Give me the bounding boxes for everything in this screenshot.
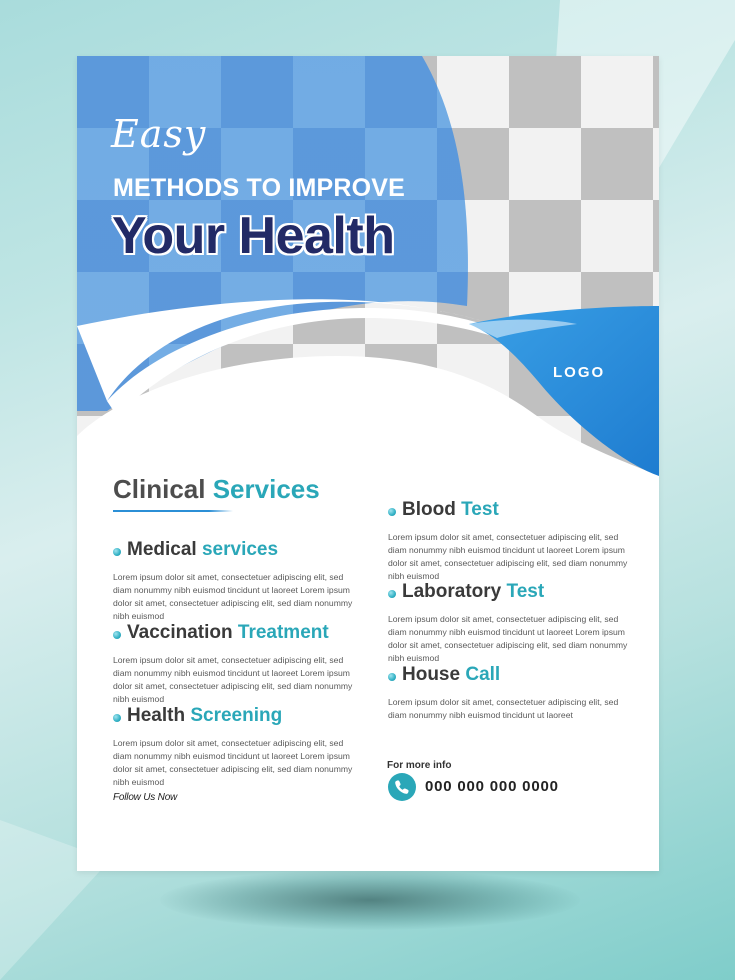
service-name	[127, 622, 329, 644]
flyer	[77, 56, 659, 871]
service-name-part1: Health	[127, 705, 186, 726]
title-underline	[113, 510, 233, 512]
service-heading	[113, 622, 363, 648]
service-name	[402, 581, 544, 603]
service-description: Lorem ipsum dolor sit amet, consectetuer adipiscing elit, sed diam nonummy nibh euismod tincidunt ut laoreet Lorem ipsum dolor sit amet, consectetuer adipiscing elit, sed diam nonummy nibh euismod	[388, 532, 628, 581]
more-info-label: For more info	[387, 760, 452, 771]
service-name	[402, 499, 499, 521]
bullet-dot-icon	[113, 548, 121, 556]
section-title	[113, 474, 320, 505]
service-heading	[388, 581, 638, 607]
hero-headline-line1: METHODS TO IMPROVE	[113, 174, 406, 202]
service-heading	[113, 705, 363, 731]
section-title-part2: Services	[212, 474, 320, 504]
service-name-part1: Vaccination	[127, 622, 233, 643]
bullet-dot-icon	[113, 714, 121, 722]
service-name-part2: Screening	[190, 705, 283, 726]
service-description: Lorem ipsum dolor sit amet, consectetuer adipiscing elit, sed diam nonummy nibh euismod tincidunt ut laoreet Lorem ipsum dolor sit amet, consectetuer adipiscing elit, sed diam nonummy nibh euismod	[113, 655, 353, 704]
service-name-part2: Call	[465, 664, 501, 685]
service-laboratory-test	[388, 581, 638, 665]
service-name	[127, 539, 278, 561]
flyer-shadow	[160, 870, 580, 930]
service-name-part1: Laboratory	[402, 581, 502, 602]
service-name	[402, 664, 500, 686]
bullet-dot-icon	[388, 590, 396, 598]
service-heading	[388, 664, 638, 690]
service-name	[127, 705, 282, 727]
logo: LOGO	[553, 364, 606, 381]
bullet-dot-icon	[113, 631, 121, 639]
service-house-call	[388, 664, 638, 722]
section-title-part1: Clinical	[113, 474, 206, 504]
bullet-dot-icon	[388, 508, 396, 516]
service-vaccination	[113, 622, 363, 706]
service-blood-test	[388, 499, 638, 583]
service-name-part2: Test	[506, 581, 545, 602]
service-name-part2: services	[201, 539, 279, 560]
hero-script-word: Easy	[111, 112, 207, 156]
service-heading	[388, 499, 638, 525]
service-description: Lorem ipsum dolor sit amet, consectetuer adipiscing elit, sed diam nonummy nibh euismod tincidunt ut laoreet	[388, 697, 619, 720]
hero-headline-line2: Your Health	[112, 207, 395, 265]
service-description: Lorem ipsum dolor sit amet, consectetuer adipiscing elit, sed diam nonummy nibh euismod tincidunt ut laoreet Lorem ipsum dolor sit amet, consectetuer adipiscing elit, sed diam nonummy nibh euismod	[113, 738, 353, 787]
follow-us-text: Follow Us Now	[113, 792, 178, 803]
phone-number: 000 000 000 0000	[425, 778, 559, 795]
service-name-part2: Treatment	[237, 622, 329, 643]
service-name-part1: Blood	[402, 499, 456, 520]
service-name-part1: Medical	[127, 539, 197, 560]
service-description: Lorem ipsum dolor sit amet, consectetuer adipiscing elit, sed diam nonummy nibh euismod tincidunt ut laoreet Lorem ipsum dolor sit amet, consectetuer adipiscing elit, sed diam nonummy nibh euismod	[113, 572, 353, 621]
phone-icon	[388, 773, 416, 801]
service-heading	[113, 539, 363, 565]
service-description: Lorem ipsum dolor sit amet, consectetuer adipiscing elit, sed diam nonummy nibh euismod tincidunt ut laoreet Lorem ipsum dolor sit amet, consectetuer adipiscing elit, sed diam nonummy nibh euismod	[388, 614, 628, 663]
service-health-screening	[113, 705, 363, 789]
service-name-part1: House	[402, 664, 461, 685]
service-name-part2: Test	[461, 499, 499, 520]
service-medical	[113, 539, 363, 623]
bullet-dot-icon	[388, 673, 396, 681]
